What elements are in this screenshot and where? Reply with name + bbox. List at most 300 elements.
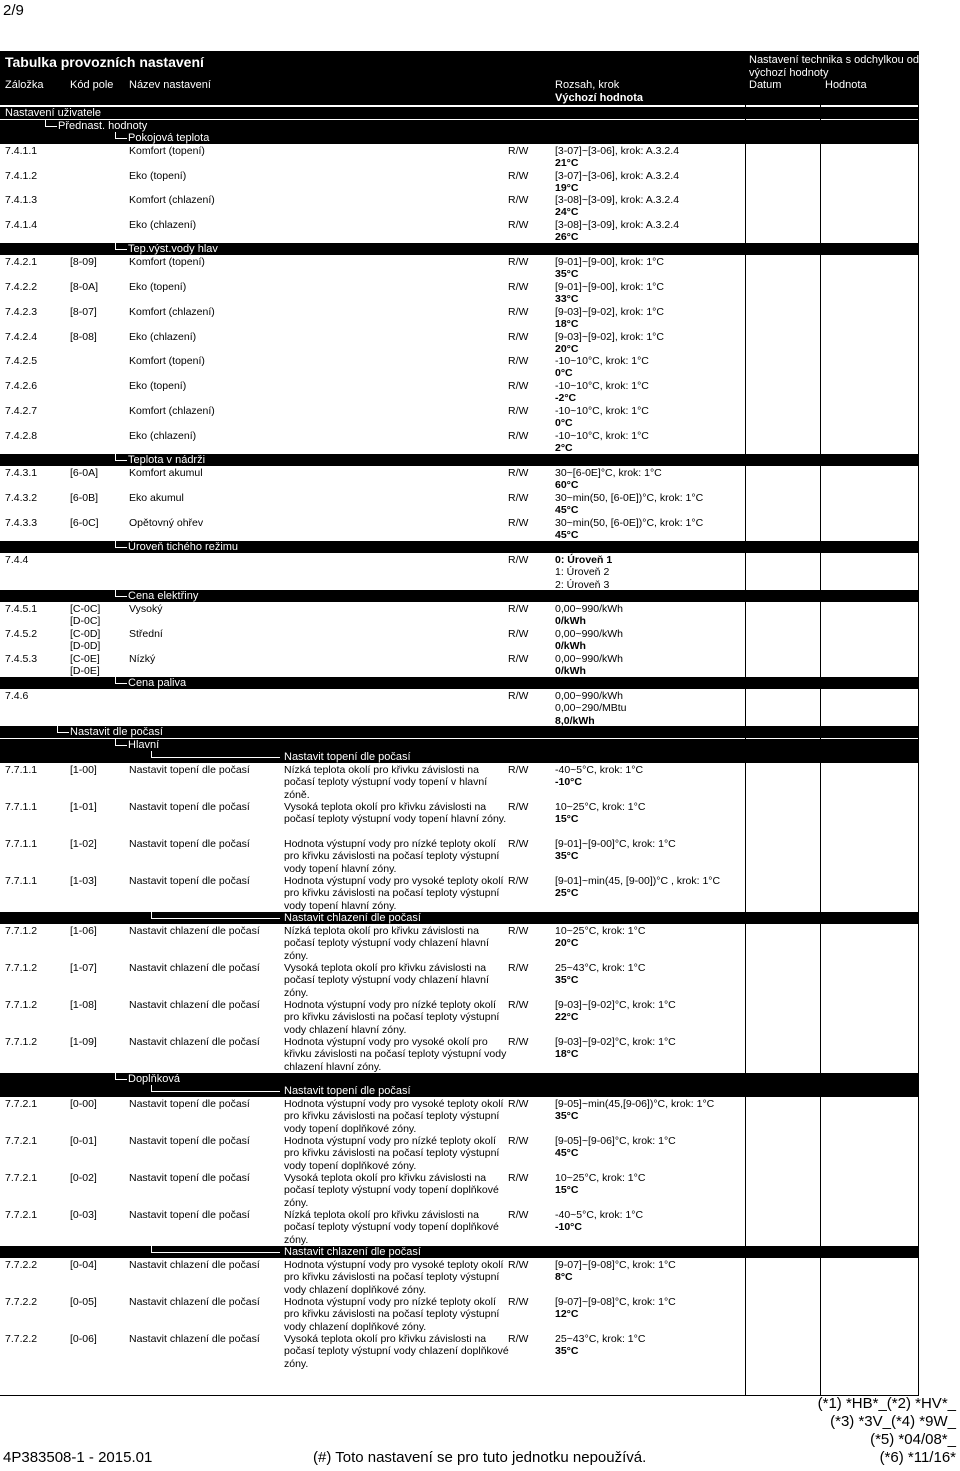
range-cell: [9-01]~min(45, [9-00])°C , krok: 1°C xyxy=(555,875,721,887)
name-cell: Nízký xyxy=(129,653,156,665)
access-cell: R/W xyxy=(508,628,529,640)
section-band xyxy=(0,912,919,924)
installer-header xyxy=(745,51,919,105)
range-cell: 10~25°C, krok: 1°C xyxy=(555,801,646,813)
access-cell: R/W xyxy=(508,764,529,776)
description-cell: křivku závislosti na počasí teploty výstupní vody xyxy=(284,1048,507,1061)
name-cell: Eko (topení) xyxy=(129,380,187,392)
code-cell: [1-08] xyxy=(70,999,97,1011)
description-cell: vody topení doplňkové zóny. xyxy=(284,1122,417,1135)
description-cell: vody chlazení doplňkové zóny. xyxy=(284,1320,427,1333)
access-cell: R/W xyxy=(508,1209,529,1221)
code-cell: [0-00] xyxy=(70,1098,97,1110)
access-cell: R/W xyxy=(508,517,529,529)
name-cell: Nastavit topení dle počasí xyxy=(129,875,250,887)
code-cell: [8-09] xyxy=(70,256,97,268)
description-cell: zóny. xyxy=(284,1357,309,1370)
description-cell: Hodnota výstupní vody pro nízké teploty okolí xyxy=(284,838,496,850)
section-band xyxy=(0,541,919,553)
tab-cell: 7.4.4 xyxy=(5,554,29,566)
section-band xyxy=(0,677,919,689)
description-cell: Vysoká teplota okolí pro křivku závislosti na xyxy=(284,962,487,974)
description-cell: počasí teploty výstupní vody chlazení doplňkové xyxy=(284,1345,509,1358)
range-cell: 30~[6-0E]°C, krok: 1°C xyxy=(555,467,662,479)
range-cell: 0,00~990/kWh xyxy=(555,603,624,615)
code-cell: [0-05] xyxy=(70,1296,97,1308)
access-cell: R/W xyxy=(508,962,529,974)
tree-connector-icon xyxy=(151,1246,280,1253)
default-cell: 20°C xyxy=(555,343,579,356)
name-cell: Nastavit topení dle počasí xyxy=(129,838,250,850)
description-cell: vody topení doplňkové zóny. xyxy=(284,1159,417,1172)
code-cell: [0-03] xyxy=(70,1209,97,1221)
description-cell: počasí teploty výstupní vody chlazení hlavní xyxy=(284,974,489,987)
code-cell: [6-0B] xyxy=(70,492,99,504)
col-name-header: Název nastavení xyxy=(129,79,211,91)
name-cell: Střední xyxy=(129,628,163,640)
default-cell: 35°C xyxy=(555,268,579,281)
name-cell: Nastavit topení dle počasí xyxy=(129,1209,250,1221)
access-cell: R/W xyxy=(508,256,529,268)
name-cell: Nastavit topení dle počasí xyxy=(129,764,250,776)
col-date-header: Datum xyxy=(749,79,782,91)
tree-connector-icon xyxy=(115,243,127,250)
range-cell: -10~10°C, krok: 1°C xyxy=(555,405,649,417)
access-cell: R/W xyxy=(508,405,529,417)
section-label: Nastavit chlazení dle počasí xyxy=(284,912,421,924)
tab-cell: 7.4.3.2 xyxy=(5,492,38,504)
tab-cell: 7.4.2.7 xyxy=(5,405,38,417)
default-cell: 2°C xyxy=(555,442,573,455)
tree-connector-icon xyxy=(57,726,69,733)
tab-cell: 7.7.2.2 xyxy=(5,1296,38,1308)
access-cell: R/W xyxy=(508,1296,529,1308)
name-cell: Komfort (chlazení) xyxy=(129,194,215,206)
section-label: Nastavení uživatele xyxy=(5,107,101,119)
code-cell: [0-04] xyxy=(70,1259,97,1271)
default-cell: -10°C xyxy=(555,1221,582,1234)
name-cell: Nastavit chlazení dle počasí xyxy=(129,1036,260,1048)
name-cell: Nastavit chlazení dle počasí xyxy=(129,1333,260,1345)
range-cell: 0,00~990/kWh xyxy=(555,653,624,665)
tab-cell: 7.4.1.4 xyxy=(5,219,38,231)
access-cell: R/W xyxy=(508,281,529,293)
section-label: Úroveň tichého režimu xyxy=(128,541,239,553)
description-cell: pro křivku závislosti na počasí teploty výstupní xyxy=(284,887,500,900)
range-cell: 10~25°C, krok: 1°C xyxy=(555,1172,646,1184)
section-label: Cena paliva xyxy=(128,677,187,689)
access-cell: R/W xyxy=(508,653,529,665)
range-cell: 25~43°C, krok: 1°C xyxy=(555,1333,646,1345)
tab-cell: 7.7.2.2 xyxy=(5,1333,38,1345)
name-cell: Komfort (chlazení) xyxy=(129,405,215,417)
tab-cell: 7.7.1.1 xyxy=(5,801,38,813)
default-cell: 0/kWh xyxy=(555,640,586,653)
section-band xyxy=(0,590,919,602)
range-cell: -40~5°C, krok: 1°C xyxy=(555,1209,644,1221)
code-cell: [8-0A] xyxy=(70,281,99,293)
legend-line-1: (*1) *HB*_(*2) *HV*_ xyxy=(817,1395,956,1412)
description-cell: Vysoká teplota okolí pro křivku závislosti na xyxy=(284,1333,487,1345)
default-cell: 35°C xyxy=(555,1345,579,1358)
name-cell: Nastavit chlazení dle počasí xyxy=(129,1259,260,1271)
default-cell: 8°C xyxy=(555,1271,573,1284)
description-cell: Hodnota výstupní vody pro nízké teploty okolí xyxy=(284,1135,496,1147)
tab-cell: 7.4.5.1 xyxy=(5,603,38,615)
code-cell: [D-0C] xyxy=(70,615,101,627)
tree-connector-icon xyxy=(151,912,280,919)
description-cell: zóny. xyxy=(284,986,309,999)
tree-connector-icon xyxy=(151,1085,280,1092)
tab-cell: 7.7.2.1 xyxy=(5,1098,38,1110)
access-cell: R/W xyxy=(508,999,529,1011)
legend-line-3: (*5) *04/08*_ xyxy=(870,1431,956,1448)
section-band xyxy=(0,751,919,763)
tab-cell: 7.7.1.1 xyxy=(5,764,38,776)
name-cell: Nastavit chlazení dle počasí xyxy=(129,925,260,937)
tab-cell: 7.4.1.2 xyxy=(5,170,38,182)
access-cell: R/W xyxy=(508,554,529,566)
default-cell: 18°C xyxy=(555,1048,579,1061)
default-cell: 15°C xyxy=(555,813,579,826)
code-cell: [D-0D] xyxy=(70,640,101,652)
description-cell: vody topení hlavní zóny. xyxy=(284,899,397,912)
tab-cell: 7.7.1.1 xyxy=(5,875,38,887)
name-cell: Nastavit chlazení dle počasí xyxy=(129,999,260,1011)
section-label: Nastavit dle počasí xyxy=(70,726,163,738)
description-cell: počasí teploty výstupní vody topení doplňkové xyxy=(284,1184,499,1197)
default-cell: 25°C xyxy=(555,887,579,900)
tab-cell: 7.4.3.3 xyxy=(5,517,38,529)
section-band xyxy=(0,739,919,751)
description-cell: zóny. xyxy=(284,1233,309,1246)
description-cell: Hodnota výstupní vody pro vysoké teploty okolí xyxy=(284,1259,504,1271)
tab-cell: 7.4.1.3 xyxy=(5,194,38,206)
col-range-header: Rozsah, krok xyxy=(555,79,620,91)
code-cell: [1-06] xyxy=(70,925,97,937)
access-cell: R/W xyxy=(508,1036,529,1048)
access-cell: R/W xyxy=(508,875,529,887)
section-band xyxy=(0,1085,919,1097)
access-cell: R/W xyxy=(508,194,529,206)
tab-cell: 7.4.2.1 xyxy=(5,256,38,268)
code-cell: [C-0C] xyxy=(70,603,101,615)
section-label: Tep.výst.vody hlav xyxy=(128,243,218,255)
code-cell: [8-07] xyxy=(70,306,97,318)
range-cell: -40~5°C, krok: 1°C xyxy=(555,764,644,776)
code-cell: [C-0E] xyxy=(70,653,100,665)
tab-cell: 7.7.1.1 xyxy=(5,838,38,850)
description-cell: počasí teploty výstupní vody topení v hlavní xyxy=(284,776,488,789)
tree-connector-icon xyxy=(115,454,127,461)
section-label: Hlavní xyxy=(128,739,160,751)
code-cell: [1-01] xyxy=(70,801,97,813)
code-cell: [1-03] xyxy=(70,875,97,887)
tab-cell: 7.7.1.2 xyxy=(5,925,38,937)
tree-connector-icon xyxy=(115,677,127,684)
section-label: Přednast. hodnoty xyxy=(58,120,148,132)
default-cell: 21°C xyxy=(555,157,579,170)
name-cell: Vysoký xyxy=(129,603,163,615)
range-cell: 30~min(50, [6-0E])°C, krok: 1°C xyxy=(555,517,704,529)
code-cell: [0-02] xyxy=(70,1172,97,1184)
section-label: Nastavit topení dle počasí xyxy=(284,1085,411,1097)
description-cell: pro křivku závislosti na počasí teploty výstupní xyxy=(284,1271,500,1284)
table-title: Tabulka provozních nastavení xyxy=(5,54,204,70)
access-cell: R/W xyxy=(508,603,529,615)
range-cell: 0,00~290/MBtu xyxy=(555,702,627,715)
section-band xyxy=(0,132,919,144)
name-cell: Komfort akumul xyxy=(129,467,203,479)
col-value-header: Hodnota xyxy=(825,79,867,91)
access-cell: R/W xyxy=(508,1259,529,1271)
access-cell: R/W xyxy=(508,355,529,367)
default-cell: 12°C xyxy=(555,1308,579,1321)
doc-id: 4P383508-1 - 2015.01 xyxy=(3,1449,153,1466)
code-cell: [1-00] xyxy=(70,764,97,776)
default-cell: 15°C xyxy=(555,1184,579,1197)
code-cell: [1-09] xyxy=(70,1036,97,1048)
description-cell: počasí teploty výstupní vody topení doplňkové xyxy=(284,1221,499,1234)
description-cell: počasí teploty výstupní vody topení hlavní zóny. xyxy=(284,813,507,826)
range-cell: [9-05]~min(45,[9-06])°C, krok: 1°C xyxy=(555,1098,715,1110)
description-cell: Nízká teplota okolí pro křivku závislosti na xyxy=(284,764,479,776)
code-cell: [1-07] xyxy=(70,962,97,974)
range-cell: [3-07]~[3-06], krok: A.3.2.4 xyxy=(555,170,680,182)
access-cell: R/W xyxy=(508,492,529,504)
tab-cell: 7.7.1.2 xyxy=(5,999,38,1011)
code-cell: [1-02] xyxy=(70,838,97,850)
tab-cell: 7.4.2.4 xyxy=(5,331,38,343)
name-cell: Komfort (topení) xyxy=(129,256,205,268)
name-cell: Komfort (topení) xyxy=(129,355,205,367)
tab-cell: 7.4.2.6 xyxy=(5,380,38,392)
section-label: Doplňková xyxy=(128,1073,180,1085)
range-cell: [3-08]~[3-09], krok: A.3.2.4 xyxy=(555,219,680,231)
description-cell: Hodnota výstupní vody pro nízké teploty okolí xyxy=(284,999,496,1011)
grid-line xyxy=(820,105,821,1395)
name-cell: Opětovný ohřev xyxy=(129,517,204,529)
access-cell: R/W xyxy=(508,1333,529,1345)
range-cell: [9-03]~[9-02], krok: 1°C xyxy=(555,306,664,318)
description-cell: pro křivku závislosti na počasí teploty výstupní xyxy=(284,1011,500,1024)
default-cell: -2°C xyxy=(555,392,577,405)
description-cell: Hodnota výstupní vody pro vysoké teploty okolí xyxy=(284,1098,504,1110)
default-cell: 35°C xyxy=(555,974,579,987)
section-label: Teplota v nádrži xyxy=(128,454,206,466)
tree-connector-icon xyxy=(115,1073,127,1080)
default-cell: 19°C xyxy=(555,182,579,195)
default-cell: 0/kWh xyxy=(555,665,586,678)
name-cell: Nastavit chlazení dle počasí xyxy=(129,1296,260,1308)
grid-line xyxy=(918,105,919,1395)
range-cell: 30~min(50, [6-0E])°C, krok: 1°C xyxy=(555,492,704,504)
col-default-header: Výchozí hodnota xyxy=(555,92,643,104)
default-cell: 35°C xyxy=(555,1110,579,1123)
range-cell: [9-03]~[9-02], krok: 1°C xyxy=(555,331,664,343)
tab-cell: 7.7.1.2 xyxy=(5,1036,38,1048)
name-cell: Eko (topení) xyxy=(129,281,187,293)
section-band xyxy=(0,726,919,738)
footer-note: (#) Toto nastavení se pro tuto jednotku nepoužívá. xyxy=(313,1449,647,1466)
range-cell: [3-07]~[3-06], krok: A.3.2.4 xyxy=(555,145,680,157)
access-cell: R/W xyxy=(508,170,529,182)
section-band xyxy=(0,243,919,255)
name-cell: Eko akumul xyxy=(129,492,184,504)
access-cell: R/W xyxy=(508,219,529,231)
range-cell: [9-05]~[9-06]°C, krok: 1°C xyxy=(555,1135,676,1147)
name-cell: Komfort (topení) xyxy=(129,145,205,157)
description-cell: Hodnota výstupní vody pro vysoké teploty okolí xyxy=(284,875,504,887)
access-cell: R/W xyxy=(508,430,529,442)
description-cell: zóny. xyxy=(284,949,309,962)
legend-line-2: (*3) *3V_(*4) *9W_ xyxy=(830,1413,956,1430)
table-header xyxy=(0,51,745,105)
tab-cell: 7.7.2.1 xyxy=(5,1209,38,1221)
default-cell: 22°C xyxy=(555,1011,579,1024)
default-cell: 24°C xyxy=(555,206,579,219)
default-cell: 8,0/kWh xyxy=(555,714,595,727)
default-cell: 45°C xyxy=(555,1147,579,1160)
tab-cell: 7.4.6 xyxy=(5,690,29,702)
range-cell: [9-07]~[9-08]°C, krok: 1°C xyxy=(555,1296,676,1308)
range-cell: [9-01]~[9-00], krok: 1°C xyxy=(555,256,664,268)
tab-cell: 7.7.2.1 xyxy=(5,1172,38,1184)
access-cell: R/W xyxy=(508,467,529,479)
range-cell: [9-03]~[9-02]°C, krok: 1°C xyxy=(555,1036,676,1048)
tab-cell: 7.4.2.2 xyxy=(5,281,38,293)
range-cell: -10~10°C, krok: 1°C xyxy=(555,430,649,442)
code-cell: [C-0D] xyxy=(70,628,101,640)
access-cell: R/W xyxy=(508,838,529,850)
name-cell: Nastavit chlazení dle počasí xyxy=(129,962,260,974)
range-cell: 0,00~990/kWh xyxy=(555,628,624,640)
default-cell: 0°C xyxy=(555,367,573,380)
tree-connector-icon xyxy=(115,739,127,746)
range-cell: [9-01]~[9-00]°C, krok: 1°C xyxy=(555,838,676,850)
default-cell: 18°C xyxy=(555,318,579,331)
access-cell: R/W xyxy=(508,1172,529,1184)
range-cell: 25~43°C, krok: 1°C xyxy=(555,962,646,974)
description-cell: Vysoká teplota okolí pro křivku závislosti na xyxy=(284,801,487,813)
default-cell: 0/kWh xyxy=(555,615,586,628)
section-label: Nastavit chlazení dle počasí xyxy=(284,1246,421,1258)
default-cell: 0: Úroveň 1 xyxy=(555,554,613,566)
section-band xyxy=(0,1073,919,1085)
page-number: 2/9 xyxy=(3,2,24,19)
default-cell: 26°C xyxy=(555,231,579,244)
description-cell: Nízká teplota okolí pro křivku závislosti na xyxy=(284,1209,479,1221)
description-cell: vody chlazení hlavní zóny. xyxy=(284,1023,407,1036)
grid-line xyxy=(745,105,746,1395)
access-cell: R/W xyxy=(508,306,529,318)
access-cell: R/W xyxy=(508,1098,529,1110)
description-cell: Hodnota výstupní vody pro vysoké okolí pro xyxy=(284,1036,488,1048)
tab-cell: 7.4.2.3 xyxy=(5,306,38,318)
range-cell: [9-07]~[9-08]°C, krok: 1°C xyxy=(555,1259,676,1271)
legend-line-4: (*6) *11/16* xyxy=(879,1449,956,1466)
name-cell: Nastavit topení dle počasí xyxy=(129,1098,250,1110)
default-cell: 1: Úroveň 2 xyxy=(555,566,610,579)
default-cell: 60°C xyxy=(555,479,579,492)
code-cell: [6-0C] xyxy=(70,517,99,529)
name-cell: Eko (topení) xyxy=(129,170,187,182)
range-cell: [3-08]~[3-09], krok: A.3.2.4 xyxy=(555,194,680,206)
name-cell: Nastavit topení dle počasí xyxy=(129,801,250,813)
name-cell: Komfort (chlazení) xyxy=(129,306,215,318)
description-cell: Vysoká teplota okolí pro křivku závislosti na xyxy=(284,1172,487,1184)
name-cell: Eko (chlazení) xyxy=(129,430,197,442)
description-cell: chlazení hlavní zóny. xyxy=(284,1060,382,1073)
installer-title: Nastavení technika s odchylkou od výchozí hodnoty xyxy=(749,54,919,79)
col-tab-header: Záložka xyxy=(5,79,44,91)
tree-connector-icon xyxy=(115,132,127,139)
access-cell: R/W xyxy=(508,380,529,392)
description-cell: počasí teploty výstupní vody chlazení hlavní xyxy=(284,937,489,950)
code-cell: [6-0A] xyxy=(70,467,99,479)
section-band xyxy=(0,454,919,466)
default-cell: 20°C xyxy=(555,937,579,950)
name-cell: Eko (chlazení) xyxy=(129,331,197,343)
access-cell: R/W xyxy=(508,690,529,702)
access-cell: R/W xyxy=(508,331,529,343)
section-label: Nastavit topení dle počasí xyxy=(284,751,411,763)
code-cell: [8-08] xyxy=(70,331,97,343)
tree-connector-icon xyxy=(115,541,127,548)
section-band xyxy=(0,120,919,132)
grid-line xyxy=(0,1395,919,1396)
col-code-header: Kód pole xyxy=(70,79,114,91)
tab-cell: 7.4.2.8 xyxy=(5,430,38,442)
description-cell: vody topení hlavní zóny. xyxy=(284,862,397,875)
name-cell: Nastavit topení dle počasí xyxy=(129,1135,250,1147)
tab-cell: 7.4.5.2 xyxy=(5,628,38,640)
default-cell: 33°C xyxy=(555,293,579,306)
range-cell: -10~10°C, krok: 1°C xyxy=(555,380,649,392)
description-cell: Hodnota výstupní vody pro nízké teploty okolí xyxy=(284,1296,496,1308)
code-cell: [D-0E] xyxy=(70,665,100,677)
description-cell: pro křivku závislosti na počasí teploty výstupní xyxy=(284,850,500,863)
range-cell: 10~25°C, krok: 1°C xyxy=(555,925,646,937)
code-cell: [0-06] xyxy=(70,1333,97,1345)
tab-cell: 7.4.5.3 xyxy=(5,653,38,665)
tab-cell: 7.4.1.1 xyxy=(5,145,38,157)
access-cell: R/W xyxy=(508,801,529,813)
section-band xyxy=(0,107,919,119)
default-cell: 45°C xyxy=(555,529,579,542)
section-label: Pokojová teplota xyxy=(128,132,210,144)
tab-cell: 7.7.2.1 xyxy=(5,1135,38,1147)
tab-cell: 7.4.3.1 xyxy=(5,467,38,479)
range-cell: [9-01]~[9-00], krok: 1°C xyxy=(555,281,664,293)
default-cell: 35°C xyxy=(555,850,579,863)
access-cell: R/W xyxy=(508,925,529,937)
default-cell: 45°C xyxy=(555,504,579,517)
description-cell: pro křivku závislosti na počasí teploty výstupní xyxy=(284,1110,500,1123)
tab-cell: 7.7.1.2 xyxy=(5,962,38,974)
tree-connector-icon xyxy=(45,120,57,127)
tab-cell: 7.4.2.5 xyxy=(5,355,38,367)
description-cell: pro křivku závislosti na počasí teploty výstupní xyxy=(284,1308,500,1321)
section-label: Cena elektřiny xyxy=(128,590,199,602)
range-cell: -10~10°C, krok: 1°C xyxy=(555,355,649,367)
range-cell: 0,00~990/kWh xyxy=(555,690,624,702)
description-cell: zóny. xyxy=(284,1196,309,1209)
name-cell: Nastavit topení dle počasí xyxy=(129,1172,250,1184)
description-cell: vody chlazení doplňkové zóny. xyxy=(284,1283,427,1296)
tab-cell: 7.7.2.2 xyxy=(5,1259,38,1271)
name-cell: Eko (chlazení) xyxy=(129,219,197,231)
